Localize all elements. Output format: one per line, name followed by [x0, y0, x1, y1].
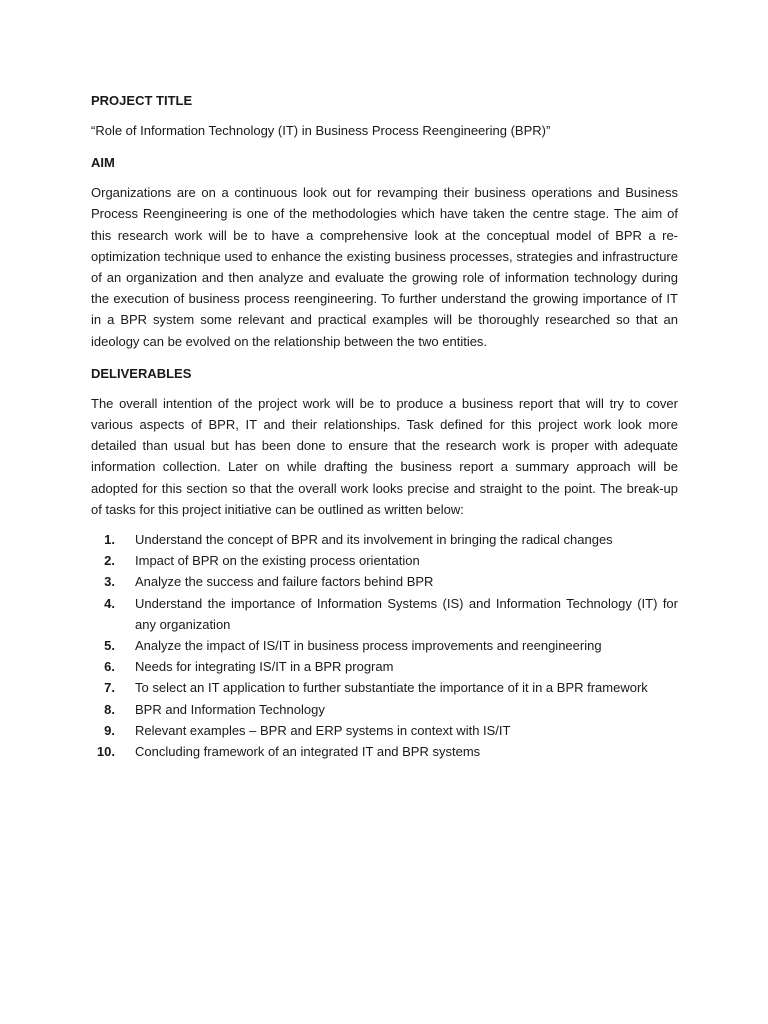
document-page [91, 88, 678, 762]
deliverables-paragraph: The overall intention of the project work will be to produce a business report that will try to cover various aspects of BPR, IT and their relationships. Task defined for this project work look more detailed than usual but has been done to ensure that the research work is proper with adequate information collection. Later on while drafting the business report a summary approach will be adopted for this section so that the overall work looks precise and straight to the point. The break-up of tasks for this project initiative can be outlined as written below: [91, 395, 678, 517]
list-item-text: Relevant examples – BPR and ERP systems in context with IS/IT [135, 722, 511, 738]
project-title-heading: PROJECT TITLE [91, 93, 193, 108]
list-item-number: 1. [104, 532, 115, 548]
list-item-number: 7. [104, 680, 115, 696]
list-item [91, 550, 678, 571]
list-item-text: Impact of BPR on the existing process orientation [135, 553, 420, 569]
list-item-text: Analyze the success and failure factors behind BPR [135, 574, 434, 590]
aim-heading: AIM [91, 155, 115, 171]
list-item [91, 635, 678, 656]
list-item [91, 677, 678, 698]
list-item-text: Analyze the impact of IS/IT in business process improvements and reengineering [135, 638, 602, 654]
list-item-number: 2. [104, 553, 115, 569]
list-item-text: Concluding framework of an integrated IT and BPR systems [135, 744, 481, 760]
list-item-number: 6. [104, 659, 115, 675]
deliverables-heading: DELIVERABLES [91, 365, 192, 381]
list-item-number: 4. [104, 595, 115, 611]
list-item-text: Needs for integrating IS/IT in a BPR program [135, 659, 394, 675]
list-item-number: 8. [104, 701, 115, 717]
list-item [91, 529, 678, 550]
list-item-text: To select an IT application to further substantiate the importance of it in a BPR framework [135, 680, 648, 696]
list-item [91, 593, 678, 635]
list-item-text: Understand the concept of BPR and its involvement in bringing the radical changes [135, 532, 613, 548]
list-item [91, 720, 678, 741]
list-item [91, 571, 678, 592]
list-item-text: Understand the importance of Information Systems (IS) and Information Technology (IT) for any organization [135, 595, 678, 632]
task-list [91, 529, 678, 762]
list-item-number: 3. [104, 574, 115, 590]
list-item-number: 9. [104, 722, 115, 738]
list-item [91, 699, 678, 720]
list-item-number: 5. [104, 638, 115, 654]
aim-paragraph: Organizations are on a continuous look out for revamping their business operations and Business Process Reengineering is one of the methodologies which have taken the centre stage. The aim of this research work will be to have a comprehensive look at the conceptual model of BPR a re-optimization technique used to enhance the existing business processes, strategies and infrastructure of an organization and then analyze and evaluate the growing role of information technology during the execution of business process reengineering. To further understand the growing importance of IT in a BPR system some relevant and practical examples will be thoroughly researched so that an ideology can be evolved on the relationship between the two entities. [91, 185, 678, 349]
project-title: “Role of Information Technology (IT) in Business Process Reengineering (BPR)” [91, 123, 551, 138]
list-item-text: BPR and Information Technology [135, 701, 325, 717]
list-item [91, 656, 678, 677]
list-item [91, 741, 678, 762]
list-item-number: 10. [96, 744, 115, 760]
